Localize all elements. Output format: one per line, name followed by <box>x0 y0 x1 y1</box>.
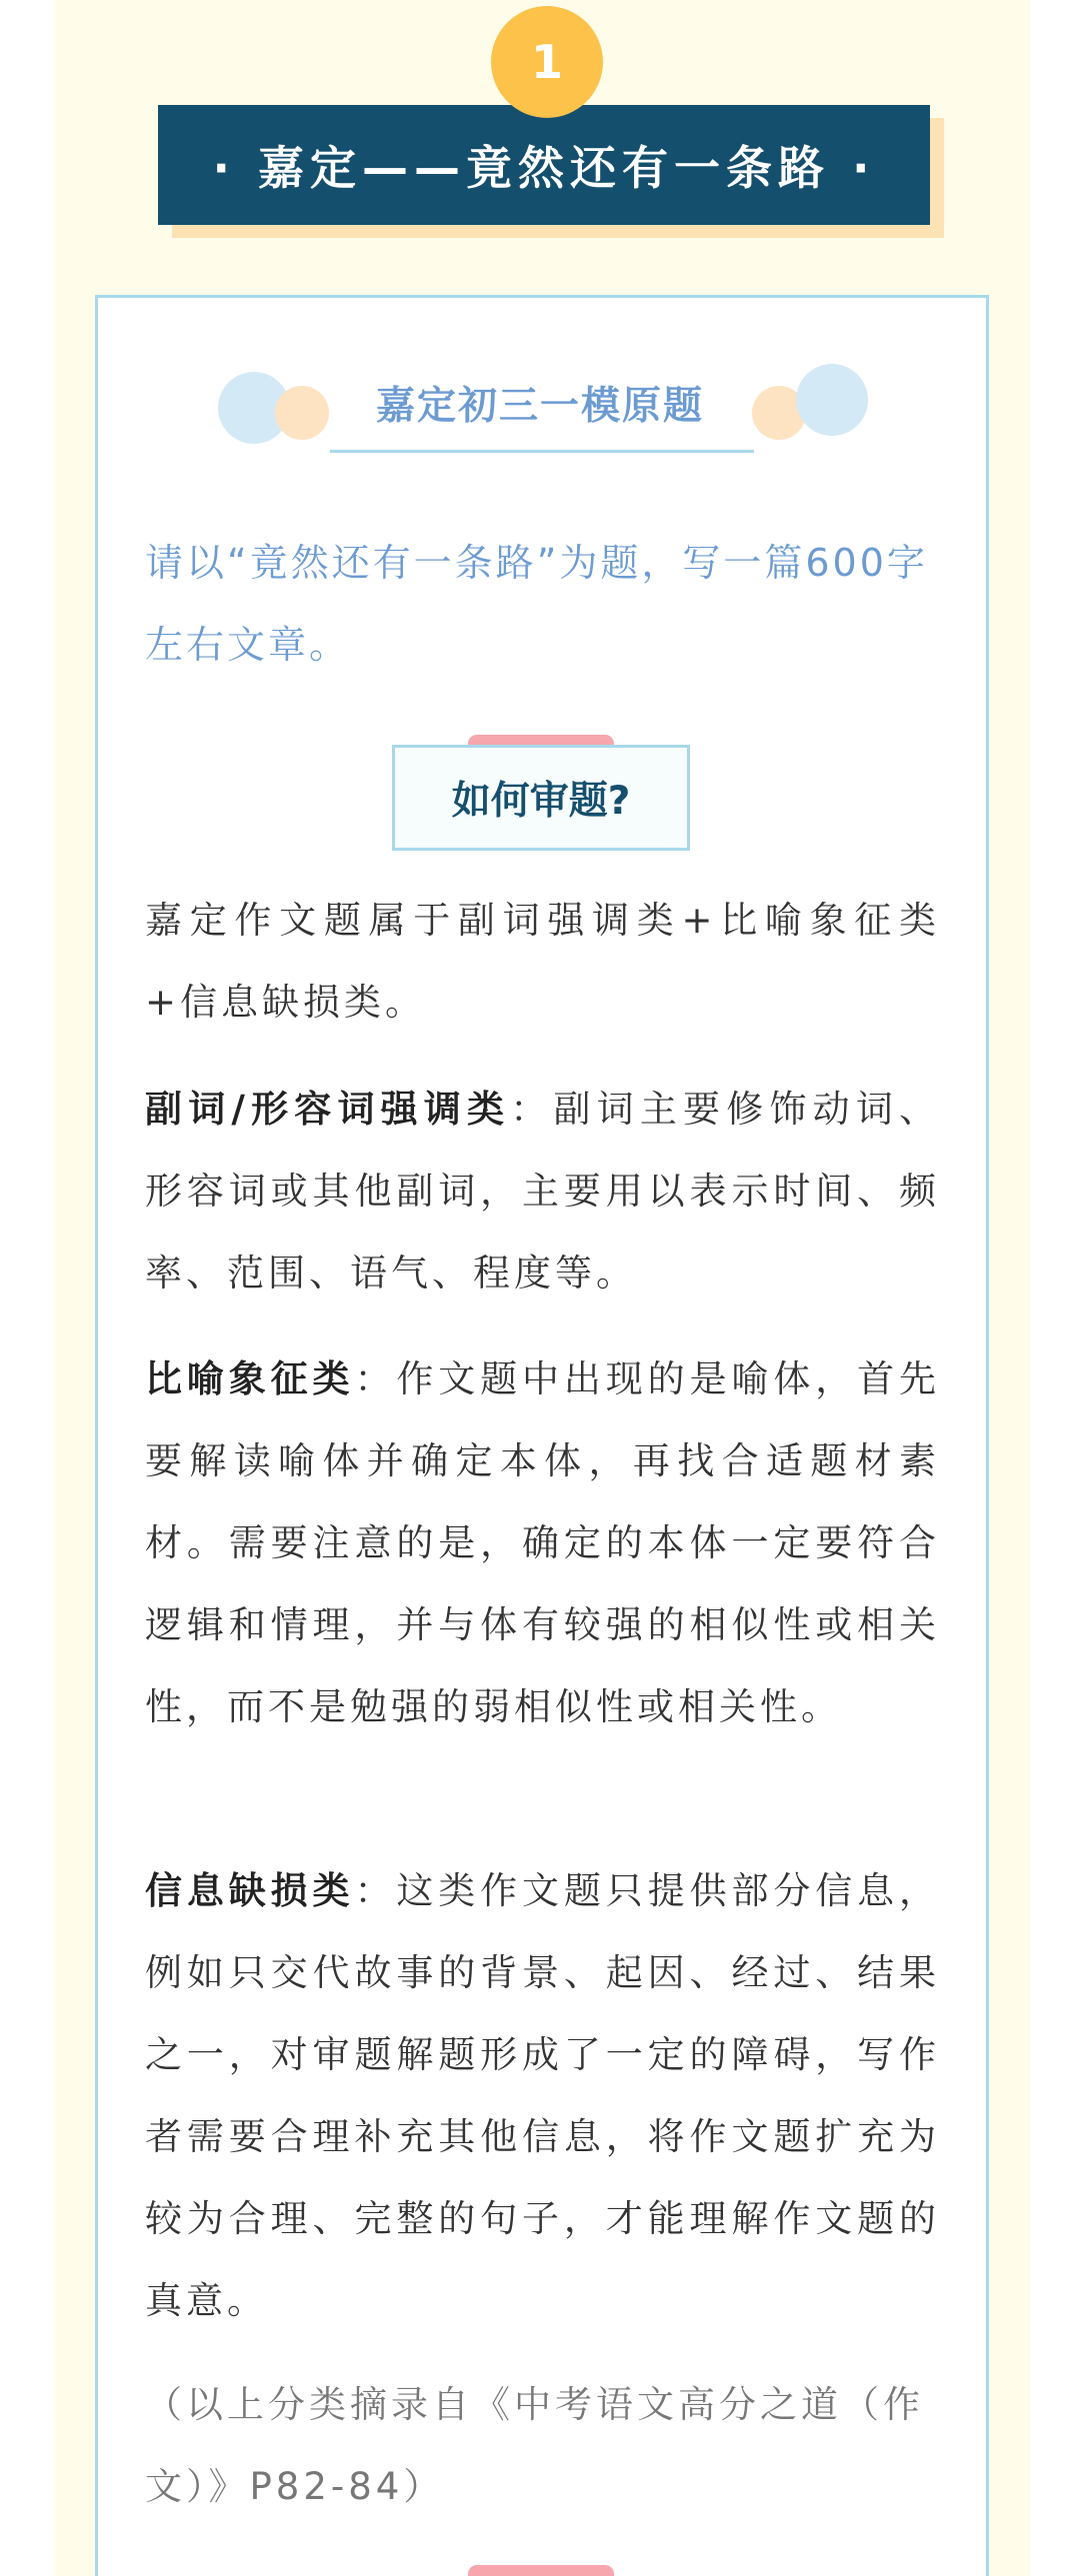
decorative-circle-left-small <box>275 386 329 440</box>
bottom-pill-decoration <box>468 2565 614 2576</box>
section-title: · 嘉定——竟然还有一条路 · <box>158 105 930 225</box>
section-heading: 如何审题? <box>392 745 690 851</box>
essay-prompt: 请以“竟然还有一条路”为题，写一篇600字左右文章。 <box>145 541 928 667</box>
category-paragraph-adverb <box>145 1069 940 1314</box>
category-term: 副词/形容词强调类 <box>145 1088 511 1131</box>
category-paragraph-missing-info <box>145 1850 940 2342</box>
category-text: ：作文题中出现的是喻体，首先要解读喻体并确定本体，再找合适题材素材。需要注意的是，确定的本体一定要符合逻辑和情理，并与体有较强的相似性或相关性，而不是勉强的弱相似性或相关性。 <box>145 1357 941 1728</box>
category-text: ：副词主要修饰动词、形容词或其他副词，主要用以表示时间、频率、范围、语气、程度等。 <box>145 1088 941 1294</box>
subtitle-underline <box>330 450 754 453</box>
intro-paragraph: 嘉定作文题属于副词强调类+比喻象征类+信息缺损类。 <box>145 899 940 1024</box>
source-note: （以上分类摘录自《中考语文高分之道（作文）》P82-84） <box>145 2383 924 2508</box>
category-term: 信息缺损类 <box>145 1869 355 1912</box>
category-text: ：这类作文题只提供部分信息，例如只交代故事的背景、起因、经过、结果之一，对审题解题形成了一定的障碍，写作者需要合理补充其他信息，将作文题扩充为较为合理、完整的句子，才能理解作文题的真意。 <box>145 1869 941 2322</box>
decorative-circle-right-large <box>796 364 868 436</box>
card-subtitle: 嘉定初三一模原题 <box>375 384 704 429</box>
category-paragraph-metaphor <box>145 1338 940 1748</box>
section-number-badge: 1 <box>491 6 603 118</box>
category-term: 比喻象征类 <box>145 1357 355 1400</box>
